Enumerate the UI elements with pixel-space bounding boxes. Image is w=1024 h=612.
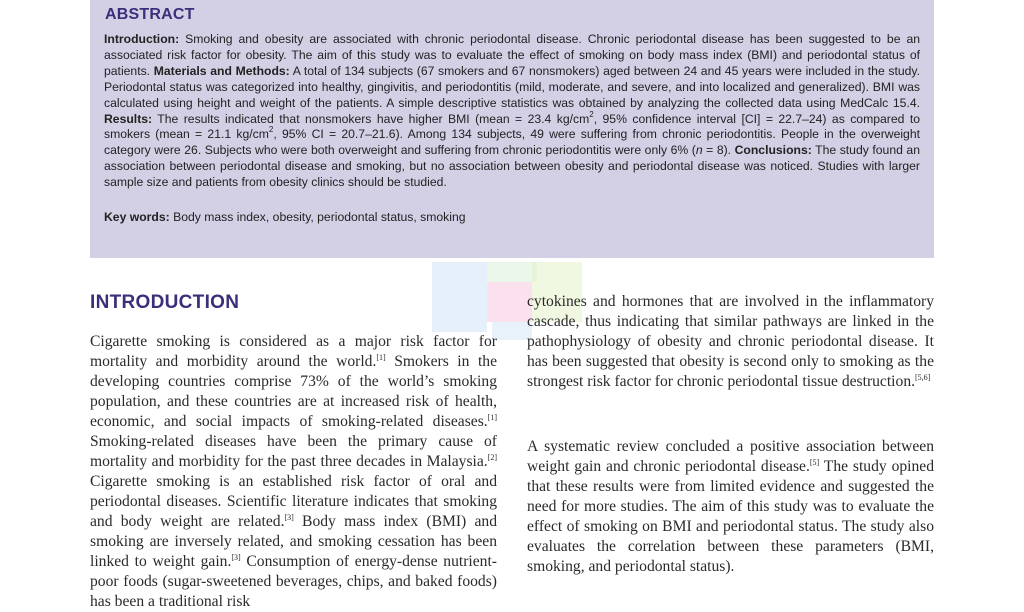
introduction-text: Smoking and obesity are associated with chronic periodontal disease. Chronic periodontal disease has been suggested to be an associated risk factor for obesity. The aim of this study was to evaluate the effect of smoking on body mass index (BMI) and periodontal status of patients. bbox=[104, 32, 920, 78]
citation: [3] bbox=[284, 513, 294, 522]
results-label: Results: bbox=[104, 111, 153, 126]
methods-text: A total of 134 subjects (67 smokers and 67 nonsmokers) aged between 24 and 45 years were included in the study. Periodontal status was categorized into healthy, gingivitis, and periodontitis (mild, moderate, and severe, and into localized and generalized). BMI was calculated using height and weight of the patients. A simple descriptive statistics was obtained by analyzing the collected data using MedCalc 15.4. bbox=[104, 63, 920, 110]
intro-text: Consumption of energy-dense nutrient-poor foods (sugar-sweetened beverages, chips, and baked foods) has been a traditional risk bbox=[90, 553, 497, 610]
intro-text: The study opined that these results were from limited evidence and suggested the need for more studies. The aim of this study was to evaluate the effect of smoking on BMI and periodontal status. The study also evaluates the correlation between these parameters (BMI, smoking, and periodontal status). bbox=[527, 458, 935, 575]
results-text-3: , 95% CI = 20.7–21.6). Among 134 subjects, 49 were suffering from chronic periodontitis. People in the overweight category were 26. Subjects who were both overweight and suffering from chronic periodontitis were only 6% ( bbox=[104, 127, 920, 158]
intro-text: Smokers in the developing countries comprise 73% of the world’s smoking population, and these countries are at increased risk of health, economic, and social impacts of smoking-related diseases. bbox=[90, 353, 497, 430]
intro-text: Cigarette smoking is considered as a major risk factor for mortality and morbidity around the world. bbox=[90, 333, 497, 370]
watermark-tile bbox=[487, 282, 532, 322]
superscript-2: 2 bbox=[589, 109, 594, 119]
citation: [5] bbox=[809, 458, 820, 467]
conclusions-label: Conclusions: bbox=[734, 143, 812, 158]
intro-text: Cigarette smoking is an established risk factor of oral and periodontal diseases. Scientific literature indicates that smoking and body weight are related. bbox=[90, 473, 497, 530]
introduction-right-paragraph-2 bbox=[527, 437, 934, 577]
keywords-text: Body mass index, obesity, periodontal status, smoking bbox=[169, 210, 466, 225]
conclusions-text: The study found an association between periodontal disease and smoking, but no association between obesity and periodontal disease was noticed. Studies with larger sample size and patients from obesity clinics should be studied. bbox=[104, 143, 920, 190]
intro-text: A systematic review concluded a positive association between weight gain and chronic periodontal disease. bbox=[527, 438, 934, 475]
watermark-tile bbox=[492, 322, 532, 340]
methods-label: Materials and Methods: bbox=[153, 63, 290, 78]
intro-text: Body mass index (BMI) and smoking are inversely related, and smoking cessation has been linked to weight gain. bbox=[90, 513, 497, 570]
watermark-tile bbox=[432, 262, 487, 332]
abstract-body bbox=[104, 32, 920, 191]
abstract-box bbox=[90, 0, 934, 258]
citation: [2] bbox=[487, 453, 497, 462]
keywords-label: Key words: bbox=[104, 210, 170, 225]
n-italic: n bbox=[695, 143, 703, 158]
citation: [1] bbox=[376, 353, 386, 362]
citation: [1] bbox=[487, 413, 497, 422]
results-text-1: The results indicated that nonsmokers have higher BMI (mean = 23.4 kg/cm bbox=[152, 111, 590, 126]
results-text-4: = 8). bbox=[702, 143, 735, 158]
abstract-heading: ABSTRACT bbox=[105, 6, 195, 23]
watermark-tile bbox=[487, 262, 537, 282]
superscript-2: 2 bbox=[268, 125, 274, 135]
introduction-left-column bbox=[90, 332, 497, 612]
citation: [5,6] bbox=[915, 373, 931, 382]
keywords bbox=[104, 210, 920, 224]
introduction-right-paragraph-1 bbox=[527, 292, 934, 392]
intro-text: cytokines and hormones that are involved in the inflammatory cascade, thus indicating that similar pathways are linked in the pathophysiology of obesity and chronic periodontal disease. It has been suggested that obesity is second only to smoking as the strongest risk factor for chronic periodontal tissue destruction. bbox=[527, 293, 934, 390]
results-text-2: , 95% confidence interval [CI] = 22.7–24) as compared to smokers (mean = 21.1 kg/cm bbox=[104, 111, 921, 142]
intro-text: Smoking-related diseases have been the primary cause of mortality and morbidity for the past three decades in Malaysia. bbox=[90, 433, 497, 470]
citation: [3] bbox=[231, 553, 241, 562]
introduction-label: Introduction: bbox=[104, 32, 180, 46]
introduction-heading: INTRODUCTION bbox=[90, 292, 240, 313]
